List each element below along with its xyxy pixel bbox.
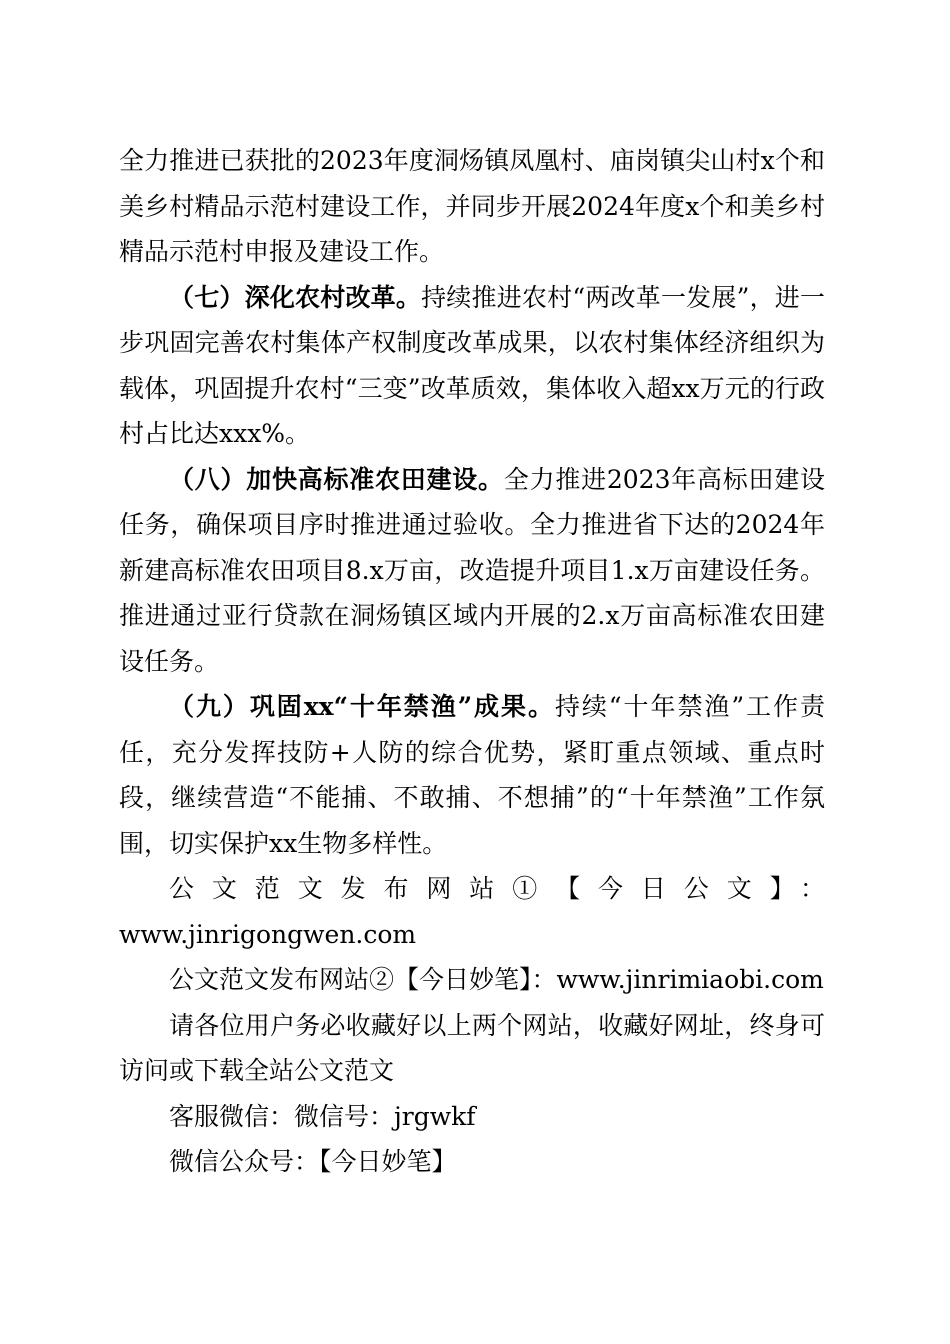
section-heading-7: （七）深化农村改革。 bbox=[169, 282, 422, 312]
footer-wechat-account: 微信公众号：【今日妙笔】 bbox=[169, 1147, 457, 1176]
footer-site1-label: 公文范文发布网站①【今日公文】： bbox=[169, 874, 825, 903]
section-heading-9: （九）巩固xx“十年禁渔”成果。 bbox=[169, 692, 555, 721]
footer-site1-url[interactable]: www.jinrigongwen.com bbox=[119, 919, 417, 949]
footer-notice: 请各位用户务必收藏好以上两个网站，收藏好网址，终身可访问或下载全站公文范文 bbox=[119, 1010, 825, 1085]
section-heading-8: （八）加快高标准农田建设。 bbox=[169, 464, 504, 494]
paragraph-rural-reform bbox=[119, 275, 825, 457]
paragraph-text: 全力推进2023年高标田建设任务，确保项目序时推进通过验收。全力推进省下达的2024年新建高标准农田项目8.x万亩，改造提升项目1.x万亩建设任务。推进通过亚行贷款在洞炀镇区域内开展的2.x万亩高标准农田建设任务。 bbox=[119, 464, 825, 676]
paragraph-farmland-construction bbox=[119, 457, 825, 685]
paragraph-fishing-ban bbox=[119, 684, 825, 866]
paragraph-village-construction bbox=[119, 138, 825, 275]
paragraph-text: 全力推进已获批的2023年度洞炀镇凤凰村、庙岗镇尖山村x个和美乡村精品示范村建设工作，并同步开展2024年度x个和美乡村精品示范村申报及建设工作。 bbox=[119, 146, 825, 266]
paragraph-text: 持续推进农村“两改革一发展”，进一步巩固完善农村集体产权制度改革成果，以农村集体经济组织为载体，巩固提升农村“三变”改革质效，集体收入超xx万元的行政村占比达xxx%。 bbox=[119, 282, 825, 448]
paragraph-text: 持续“十年禁渔”工作责任，充分发挥技防+人防的综合优势，紧盯重点领域、重点时段，继续营造“不能捕、不敢捕、不想捕”的“十年禁渔”工作氛围，切实保护xx生物多样性。 bbox=[119, 692, 825, 858]
footer-site2-line[interactable]: 公文范文发布网站②【今日妙笔】：www.jinrimiaobi.com bbox=[169, 965, 824, 994]
document-body bbox=[119, 138, 825, 1185]
footer-wechat-service: 客服微信：微信号：jrgwkf bbox=[169, 1101, 476, 1131]
